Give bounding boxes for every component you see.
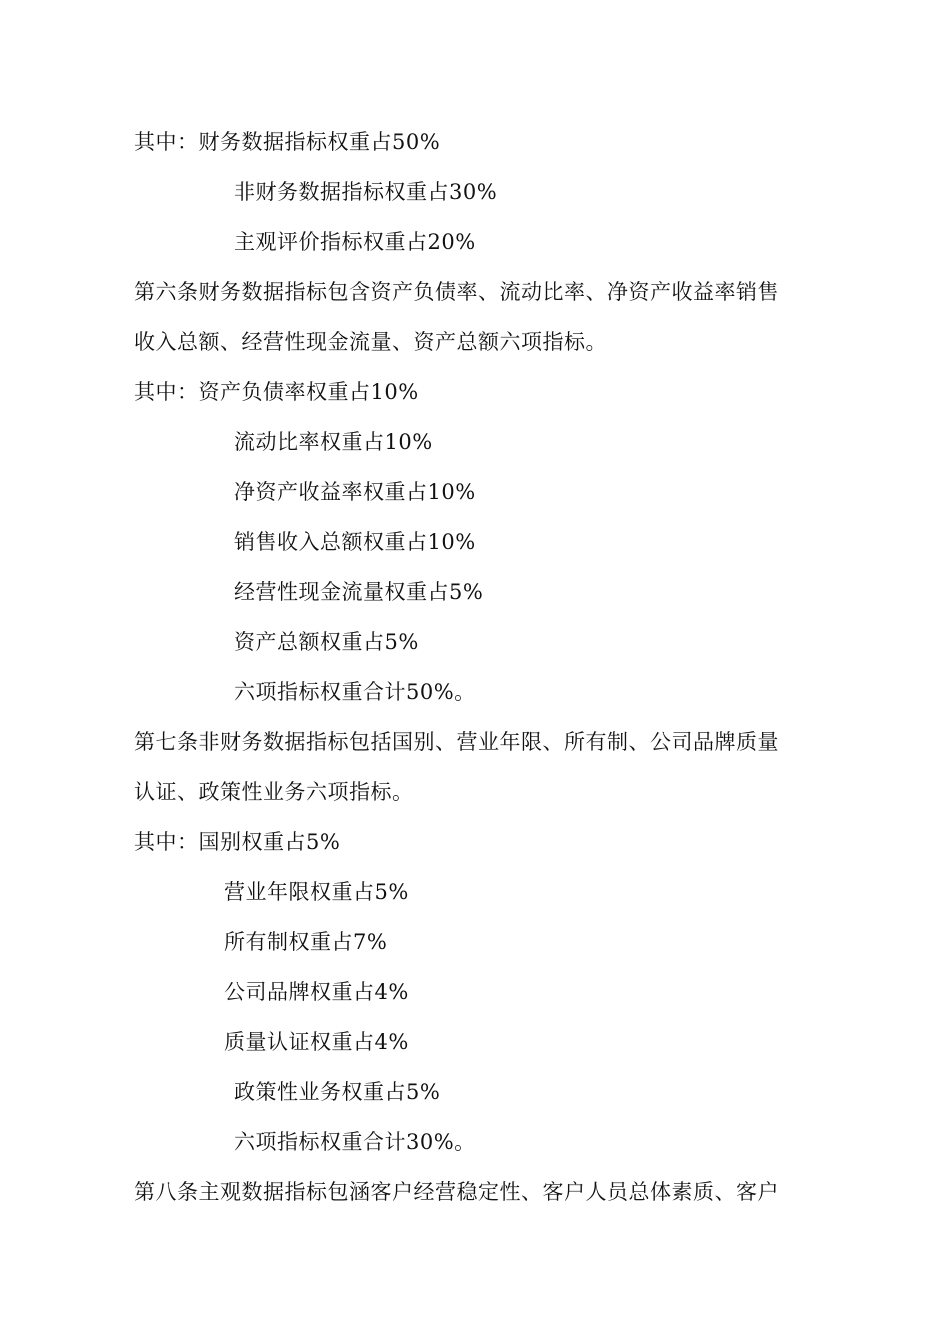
financial-weight-assets: 资产总额权重占5%	[234, 630, 419, 654]
weight-summary-nonfinancial: 非财务数据指标权重占30%	[234, 180, 498, 204]
nonfinancial-weight-years: 营业年限权重占5%	[224, 880, 409, 904]
article-six-line-1: 第六条财务数据指标包含资产负债率、流动比率、净资产收益率销售	[134, 280, 779, 304]
nonfinancial-weight-intro: 其中：国别权重占5%	[134, 830, 341, 854]
article-six-line-2: 收入总额、经营性现金流量、资产总额六项指标。	[134, 330, 607, 354]
weight-summary-subjective: 主观评价指标权重占20%	[234, 230, 476, 254]
nonfinancial-weight-total: 六项指标权重合计30%。	[234, 1130, 476, 1154]
nonfinancial-weight-policy: 政策性业务权重占5%	[234, 1080, 441, 1104]
article-seven-line-2: 认证、政策性业务六项指标。	[134, 780, 414, 804]
article-seven-line-1: 第七条非财务数据指标包括国别、营业年限、所有制、公司品牌质量	[134, 730, 779, 754]
financial-weight-roe: 净资产收益率权重占10%	[234, 480, 476, 504]
financial-weight-intro: 其中：资产负债率权重占10%	[134, 380, 419, 404]
article-eight-line-1: 第八条主观数据指标包涵客户经营稳定性、客户人员总体素质、客户	[134, 1180, 779, 1204]
financial-weight-sales: 销售收入总额权重占10%	[234, 530, 476, 554]
financial-weight-cashflow: 经营性现金流量权重占5%	[234, 580, 484, 604]
nonfinancial-weight-certification: 质量认证权重占4%	[224, 1030, 409, 1054]
nonfinancial-weight-brand: 公司品牌权重占4%	[224, 980, 409, 1004]
financial-weight-total: 六项指标权重合计50%。	[234, 680, 476, 704]
financial-weight-current-ratio: 流动比率权重占10%	[234, 430, 433, 454]
weight-summary-intro: 其中：财务数据指标权重占50%	[134, 130, 441, 154]
nonfinancial-weight-ownership: 所有制权重占7%	[224, 930, 388, 954]
